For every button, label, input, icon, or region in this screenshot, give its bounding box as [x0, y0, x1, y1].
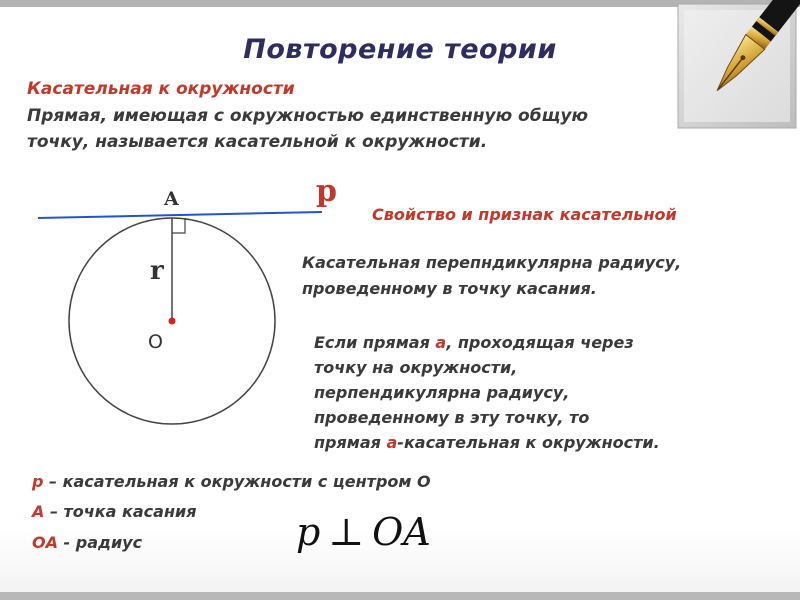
slide-title: Повторение теории	[243, 34, 557, 65]
center-point	[169, 318, 176, 325]
property-statement	[302, 250, 782, 302]
note-text: – точка касания	[44, 502, 197, 521]
perpendicular-formula	[296, 510, 431, 554]
criterion-line-3: перпендикулярна радиусу,	[314, 383, 570, 402]
criterion-line-5	[314, 430, 784, 455]
property-heading: Свойство и признак касательной	[372, 205, 677, 224]
right-angle-mark	[172, 218, 185, 233]
perpendicular-symbol: ⊥	[328, 510, 365, 554]
tangent-line	[38, 212, 322, 218]
criterion-text: , проходящая через	[446, 333, 634, 352]
label-radius-r: r	[150, 256, 164, 286]
note-term: р	[32, 472, 44, 491]
note-text: – касательная к окружности с центром О	[43, 472, 431, 491]
criterion-text: Если прямая	[314, 333, 436, 352]
criterion-line-1	[314, 330, 784, 355]
criterion-line-2: точку на окружности,	[314, 358, 518, 377]
variable-a: а	[435, 333, 447, 352]
definition-line-1: Прямая, имеющая с окружностью единственную общую	[27, 106, 588, 126]
note-text: - радиус	[57, 533, 143, 552]
property-statement-line-2: проведенному в точку касания.	[302, 279, 597, 298]
label-line-p: p	[316, 174, 337, 209]
criterion-text: прямая	[314, 433, 387, 452]
label-center-o: O	[148, 331, 163, 353]
property-criterion	[314, 330, 784, 455]
note-point	[32, 502, 196, 521]
note-term: А	[32, 502, 45, 521]
variable-a: а	[386, 433, 398, 452]
note-radius	[32, 533, 142, 552]
note-term: ОА	[32, 533, 58, 552]
definition-line-2: точку, называется касательной к окружности.	[27, 132, 488, 152]
label-point-a: A	[164, 188, 179, 210]
definition-heading: Касательная к окружности	[27, 79, 295, 99]
formula-right: OA	[372, 510, 431, 554]
formula-left: p	[296, 510, 321, 554]
criterion-line-4: проведенному в эту точку, то	[314, 408, 590, 427]
property-statement-line-1: Касательная перепндикулярна радиусу,	[302, 253, 682, 272]
criterion-text: -касательная к окружности.	[397, 433, 660, 452]
note-tangent	[32, 472, 431, 491]
